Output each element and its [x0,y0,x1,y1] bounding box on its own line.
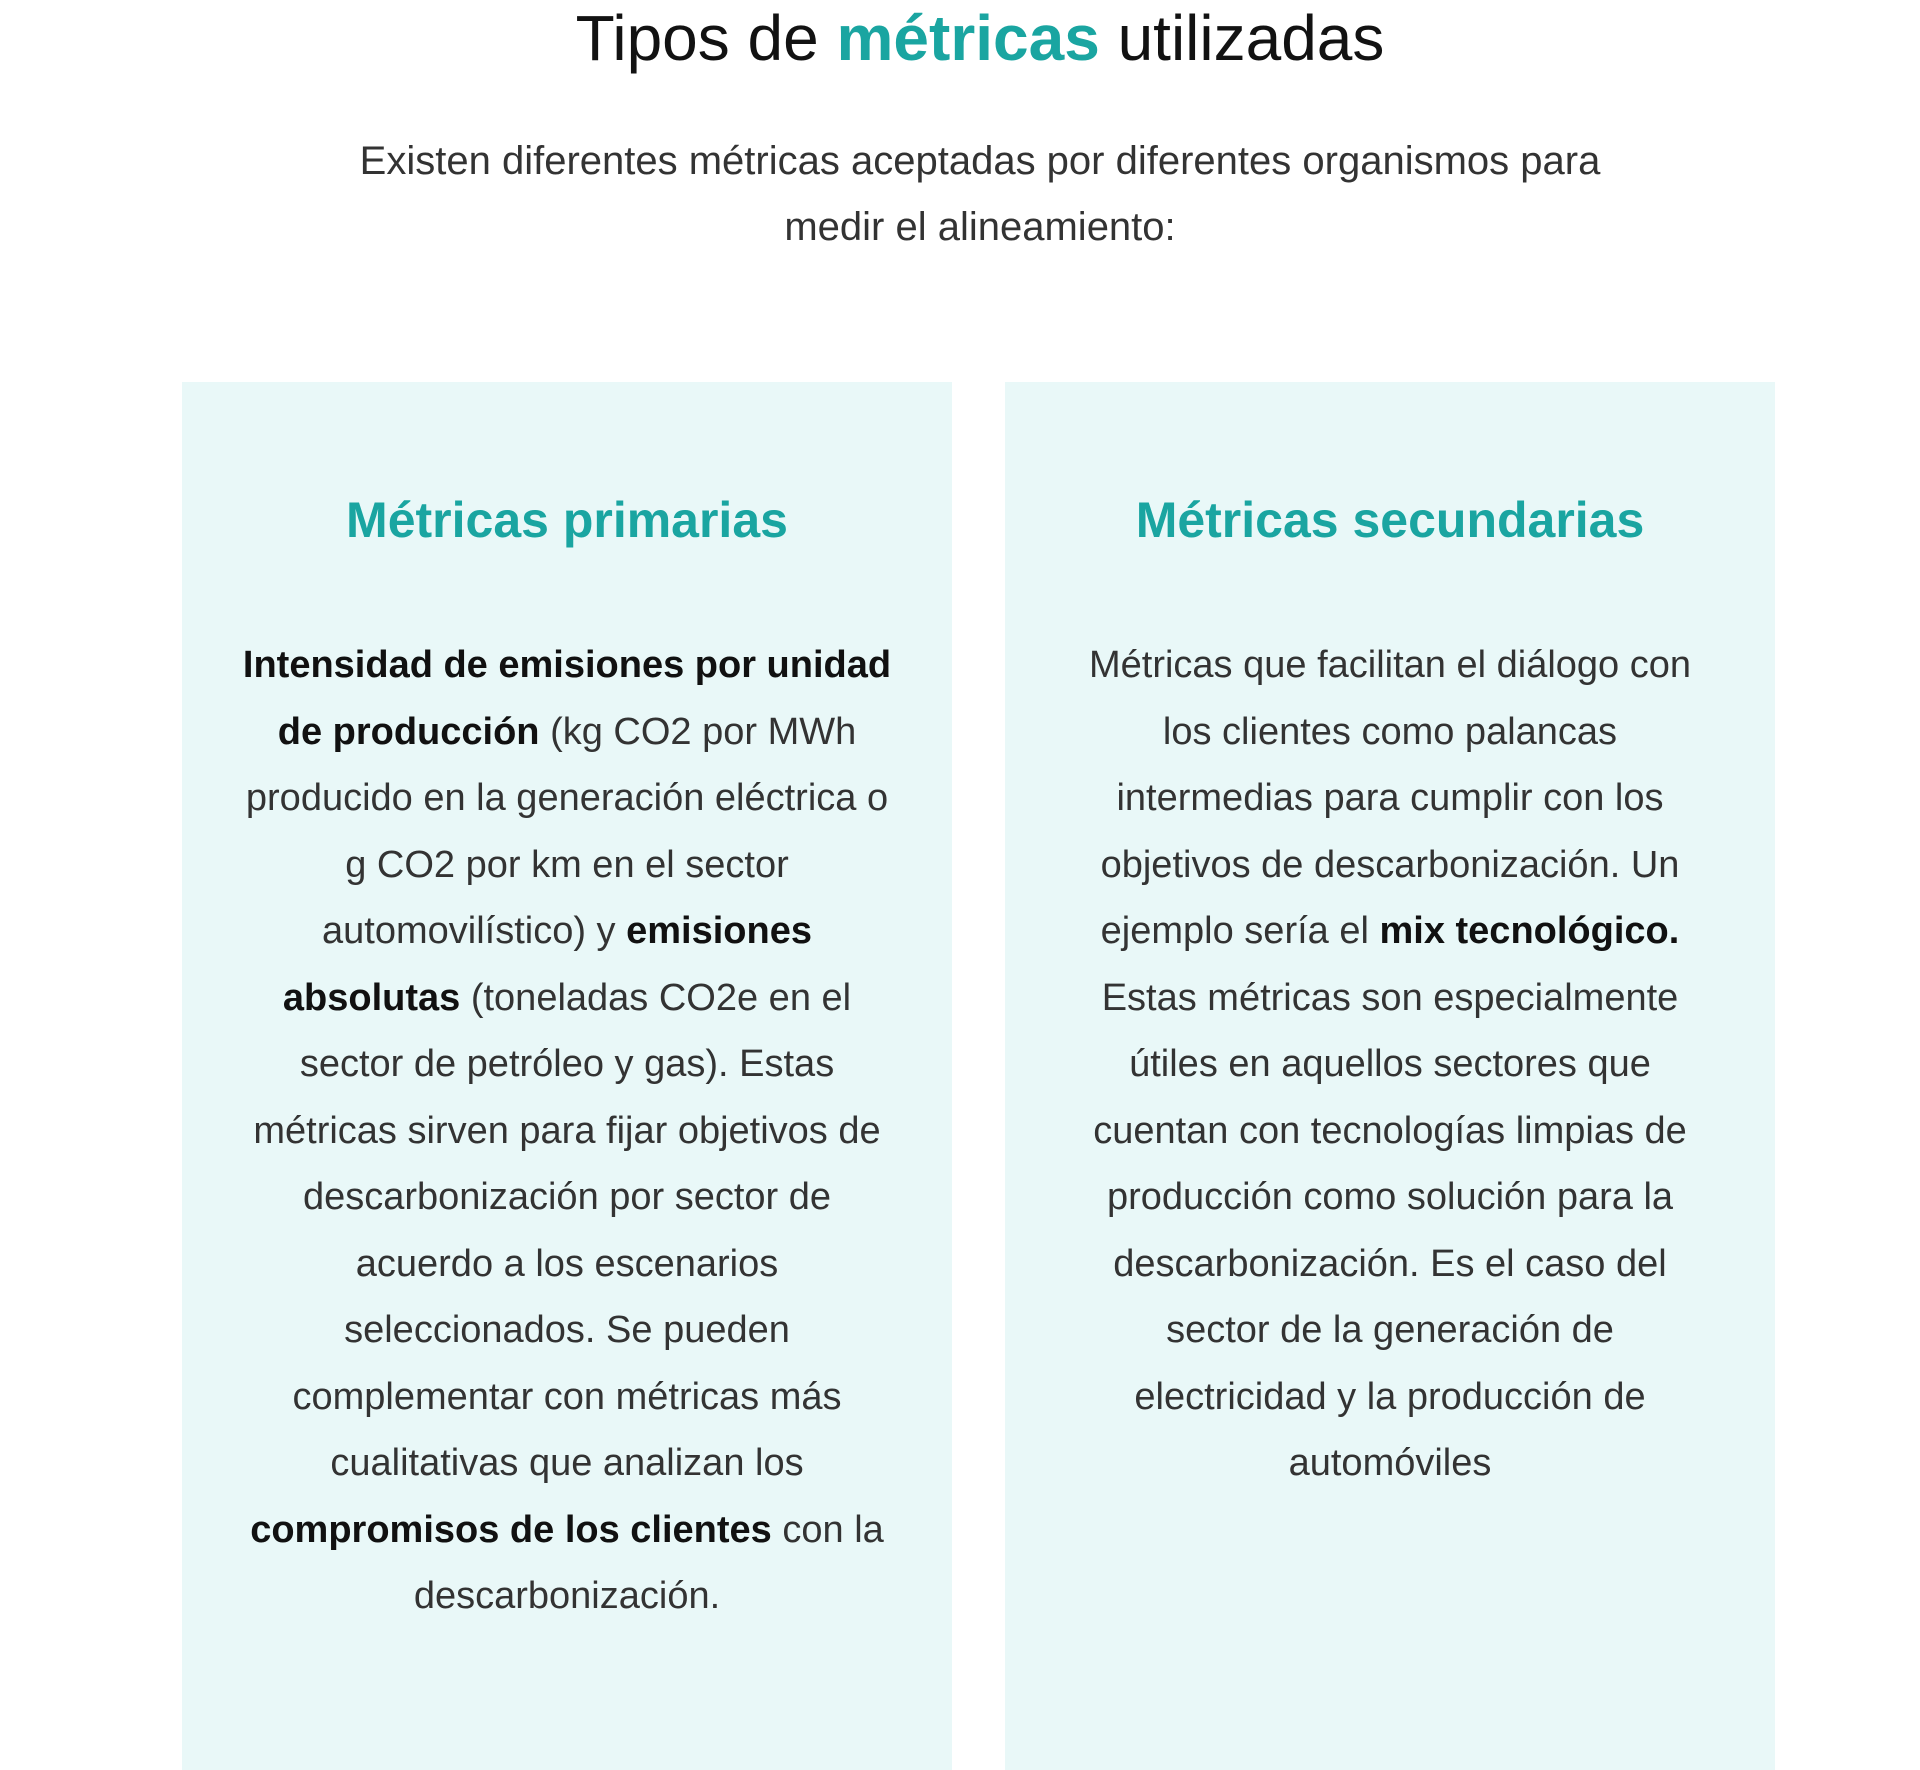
page-title-accent: métricas [836,2,1100,74]
card-primary-title: Métricas primarias [346,492,788,548]
card-primary-part: emisiones absolutas [282,910,812,1019]
card-primary-part: (kg CO2 por MWh producido en la generación eléctrica o g CO2 por km en el sector automovilístico) y [245,710,889,952]
card-primary-part: con la descarbonización. [413,1508,884,1617]
card-primary-part: Intensidad de emisiones por unidad de producción [242,644,892,753]
card-primary-body [242,632,892,1630]
card-primary-part: (toneladas CO2e en el sector de petróleo y gas). Estas métricas sirven para fijar objetivos de descarbonización por sector de acuerdo a los escenarios seleccionados. Se pueden complementar con métricas más cualitativas que analizan los [253,976,881,1484]
card-secondary-part: Estas métricas son especialmente útiles en aquellos sectores que cuentan con tecnologías limpias de producción como solución para la descarbonización. Es el caso del sector de la generación de electricidad y la producción de automóviles [1093,976,1687,1484]
card-primary-metrics [182,382,952,1770]
card-secondary-part: Métricas que facilitan el diálogo con los clientes como palancas intermedias para cumplir con los objetivos de descarbonización. Un ejemplo sería el [1088,644,1691,952]
card-secondary-body [1065,632,1715,1497]
page-title-post: utilizadas [1099,2,1385,74]
card-primary-part: compromisos de los clientes [250,1508,772,1551]
page-title-pre: Tipos de [575,2,837,74]
intro-text: Existen diferentes métricas aceptadas por diferentes organismos para medir el alineamiento: [359,139,1601,249]
card-secondary-metrics [1005,382,1775,1770]
card-secondary-part: mix tecnológico. [1379,910,1680,952]
page-title [0,0,1920,76]
card-secondary-title: Métricas secundarias [1135,492,1645,548]
